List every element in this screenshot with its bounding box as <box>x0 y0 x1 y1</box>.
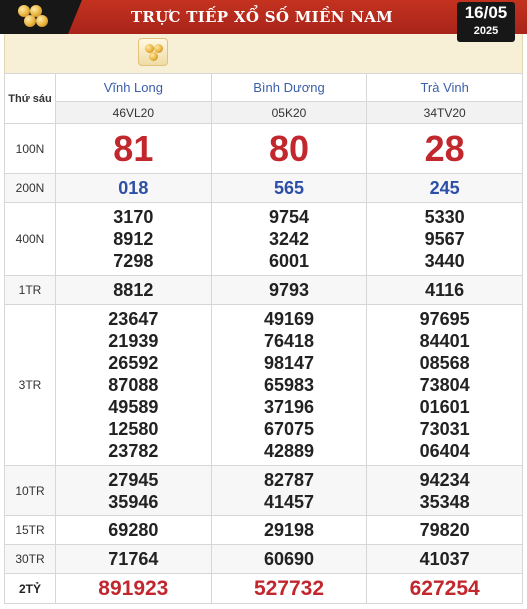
prize-number: 76418 <box>263 331 315 351</box>
coin-icon <box>149 52 158 61</box>
province-row <box>5 74 523 102</box>
prize-row-200n <box>5 174 523 203</box>
prize-number: 79820 <box>367 516 523 545</box>
prize-number: 018 <box>56 174 212 203</box>
prize-number: 4116 <box>367 276 523 305</box>
prize-number: 81 <box>56 124 212 174</box>
prize-number: 7298 <box>113 251 154 271</box>
prize-number: 94234 <box>419 469 470 490</box>
weekday-header: Thứ sáu <box>5 74 56 124</box>
prize-label: 200N <box>5 174 56 203</box>
prize-number: 41457 <box>263 491 315 512</box>
prize-number: 23647 <box>108 309 159 329</box>
province-code: 46VL20 <box>56 102 212 124</box>
prize-number: 97695 <box>419 309 470 329</box>
prize-number: 12580 <box>108 419 159 439</box>
prize-number: 8812 <box>56 276 212 305</box>
province-name[interactable]: Trà Vinh <box>367 74 523 102</box>
prize-label: 400N <box>5 203 56 276</box>
prize-number: 73804 <box>419 375 470 395</box>
prize-row-30tr <box>5 545 523 574</box>
province-code: 05K20 <box>211 102 367 124</box>
province-name[interactable]: Bình Dương <box>211 74 367 102</box>
prize-number: 35348 <box>419 491 470 512</box>
prize-label: 2TỶ <box>5 574 56 604</box>
prize-cell <box>56 305 212 466</box>
coin-icon <box>36 15 48 27</box>
prize-number: 21939 <box>108 331 159 351</box>
prize-number: 71764 <box>56 545 212 574</box>
prize-number: 06404 <box>419 441 470 461</box>
prize-number: 42889 <box>263 441 315 461</box>
prize-row-100n <box>5 124 523 174</box>
prize-number: 26592 <box>108 353 159 373</box>
prize-number: 8912 <box>113 229 154 249</box>
date-day: 16/05 <box>464 3 508 22</box>
prize-cell <box>367 203 523 276</box>
prize-cell <box>56 203 212 276</box>
prize-number: 245 <box>367 174 523 203</box>
prize-number: 01601 <box>419 397 470 417</box>
prize-number: 82787 <box>263 469 315 490</box>
prize-cell <box>211 466 367 516</box>
prize-row-400n <box>5 203 523 276</box>
page-title: TRỰC TIẾP XỔ SỐ MIỀN NAM <box>130 8 394 26</box>
prize-row-10tr <box>5 466 523 516</box>
prize-label: 1TR <box>5 276 56 305</box>
jackpot-number: 527732 <box>211 574 367 604</box>
prize-label: 3TR <box>5 305 56 466</box>
prize-number: 29198 <box>211 516 367 545</box>
date-year: 2025 <box>473 25 499 37</box>
jackpot-number: 627254 <box>367 574 523 604</box>
prize-number: 65983 <box>263 375 315 395</box>
coin-icon <box>24 15 36 27</box>
prize-cell <box>367 466 523 516</box>
prize-number: 3170 <box>113 207 154 227</box>
prize-row-jackpot <box>5 574 523 604</box>
prize-label: 30TR <box>5 545 56 574</box>
prize-number: 60690 <box>211 545 367 574</box>
prize-number: 565 <box>211 174 367 203</box>
prize-number: 69280 <box>56 516 212 545</box>
province-code: 34TV20 <box>367 102 523 124</box>
prize-number: 98147 <box>263 353 315 373</box>
prize-label: 100N <box>5 124 56 174</box>
prize-label: 10TR <box>5 466 56 516</box>
province-name[interactable]: Vĩnh Long <box>56 74 212 102</box>
prize-number: 5330 <box>424 207 465 227</box>
prize-row-1tr <box>5 276 523 305</box>
prize-number: 41037 <box>367 545 523 574</box>
prize-number: 87088 <box>108 375 159 395</box>
prize-row-3tr <box>5 305 523 466</box>
logo[interactable] <box>0 0 68 34</box>
prize-number: 35946 <box>108 491 159 512</box>
prize-row-15tr <box>5 516 523 545</box>
prize-number: 80 <box>211 124 367 174</box>
prize-cell <box>56 466 212 516</box>
prize-number: 9567 <box>424 229 465 249</box>
code-row <box>5 102 523 124</box>
prize-number: 84401 <box>419 331 470 351</box>
prize-number: 9793 <box>211 276 367 305</box>
date-badge <box>457 2 515 42</box>
prize-cell <box>211 305 367 466</box>
jackpot-number: 891923 <box>56 574 212 604</box>
prize-number: 08568 <box>419 353 470 373</box>
prize-number: 67075 <box>263 419 315 439</box>
prize-number: 49169 <box>263 309 315 329</box>
sub-toolbar <box>4 34 523 73</box>
results-table <box>4 73 523 604</box>
prize-cell <box>367 305 523 466</box>
prize-number: 23782 <box>108 441 159 461</box>
prize-number: 3440 <box>424 251 465 271</box>
prize-number: 6001 <box>268 251 309 271</box>
prize-number: 49589 <box>108 397 159 417</box>
coins-icon-button[interactable] <box>138 38 168 66</box>
prize-number: 37196 <box>263 397 315 417</box>
prize-label: 15TR <box>5 516 56 545</box>
prize-number: 3242 <box>268 229 309 249</box>
prize-number: 9754 <box>268 207 309 227</box>
prize-number: 28 <box>367 124 523 174</box>
prize-number: 27945 <box>108 469 159 490</box>
prize-number: 73031 <box>419 419 470 439</box>
prize-cell <box>211 203 367 276</box>
header-bar <box>0 0 527 37</box>
